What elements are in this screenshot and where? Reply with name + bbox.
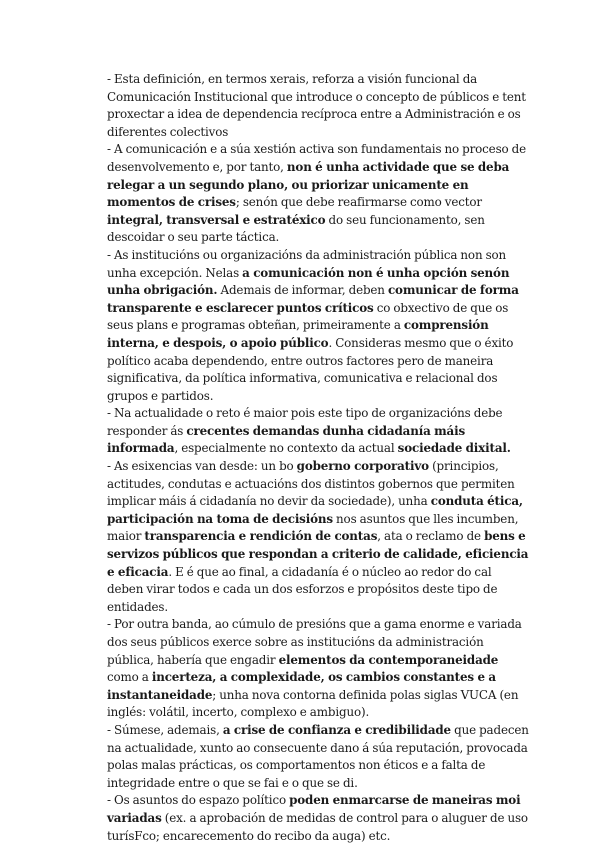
- bold-emphasis: comunicar de forma transparente e esclarecer puntos críticos: [107, 283, 519, 315]
- paragraph-text: Ademais de informar, deben: [217, 283, 388, 298]
- bold-emphasis: non é unha actividade que se deba relegar a un segundo plano, ou priorizar unicamente en momentos de crises: [107, 159, 510, 210]
- bold-emphasis: sociedade dixital.: [397, 441, 511, 456]
- bold-emphasis: a comunicación non é unha opción senón unha obrigación.: [107, 265, 510, 298]
- bullet-paragraph: [107, 405, 530, 458]
- bullet-paragraph: [107, 247, 530, 405]
- bold-emphasis: a crise de confianza e credibilidade: [222, 722, 451, 737]
- bullet-paragraph: [107, 616, 530, 722]
- paragraph-text: do seu funcionamento, sen descoidar o seu parte táctica.: [107, 212, 485, 245]
- paragraph-text: - A comunicación e a súa xestión activa son fundamentais no proceso de desenvolvemento e, por tanto,: [107, 142, 527, 174]
- paragraph-text: - Os asuntos do espazo político: [107, 793, 290, 808]
- paragraph-text: , ata o reclamo de: [377, 529, 485, 544]
- paragraph-text: ; senón que debe reafirmarse como vector: [235, 195, 482, 210]
- paragraph-text: nos asuntos que lles incumben, maior: [107, 511, 519, 544]
- bullet-paragraph: [107, 458, 530, 616]
- bold-emphasis: elementos da contemporaneidade: [278, 652, 499, 667]
- bullet-paragraph: [107, 71, 530, 141]
- paragraph-text: - Na actualidade o reto é maior pois este tipo de organizacións debe responder ás: [107, 406, 503, 438]
- bold-emphasis: bens e servizos públicos que respondan a criterio de calidade, eficiencia e eficacia: [107, 529, 529, 579]
- paragraph-text: - Súmese, ademais,: [107, 722, 223, 737]
- paragraph-text: , especialmente no contexto da actual: [174, 441, 398, 456]
- paragraph-text: - Por outra banda, ao cúmulo de presións que a gama enorme e variada dos seus públicos exerce sobre as institucións da administración pública, habería que engadir: [107, 617, 522, 667]
- paragraph-text: (principios, actitudes, condutas e actuacións dos distintos gobernos que permiten implicar máis á cidadanía no devir da sociedade), unha: [107, 459, 515, 509]
- bold-emphasis: integral, transversal e estratéxico: [107, 212, 326, 227]
- bullet-paragraph: [107, 141, 530, 247]
- paragraph-text: - As esixencias van desde: un bo: [107, 459, 297, 474]
- bold-emphasis: conduta ética, participación na toma de decisións: [107, 494, 523, 526]
- paragraph-text: . E é que ao final, a cidadanía é o núcleo ao redor do cal deben virar todos e cada un dos esforzos e propósitos deste tipo de entidades.: [107, 564, 498, 614]
- paragraph-text: ; unha nova contorna definida polas siglas VUCA (en inglés: volátil, incerto, complexo e ambiguo).: [107, 687, 519, 720]
- bold-emphasis: incerteza, a complexidade, os cambios constantes e a instantaneidade: [107, 670, 496, 702]
- bold-emphasis: poden enmarcarse de maneiras moi variadas: [107, 793, 521, 825]
- bullet-paragraph: [107, 722, 530, 792]
- bold-emphasis: comprensión interna, e despois, o apoio público: [107, 318, 489, 350]
- paragraph-text: - As institucións ou organizacións da administración pública non son unha excepción. Nelas: [107, 247, 507, 280]
- paragraph-text: co obxectivo de que os seus plans e programas obteñan, primeiramente a: [107, 300, 509, 333]
- paragraph-text: - Esta definición, en termos xerais, reforza a visión funcional da Comunicación Institucional que introduce o concepto de públicos e tent proxectar a idea de dependencia recíproca entre a Administración e os diferentes colectivos: [107, 72, 526, 139]
- bullet-paragraph: [107, 792, 530, 845]
- bold-emphasis: crecentes demandas dunha cidadanía máis informada: [107, 423, 466, 456]
- paragraph-text: . Consideras mesmo que o éxito político acaba dependendo, entre outros factores pero de maneira significativa, da política informativa, comunicativa e relacional dos grupos e partidos.: [107, 335, 514, 403]
- paragraph-text: (ex. a aprobación de medidas de control para o aluguer de uso turísFco; encarecemento do recibo da auga) etc.: [107, 810, 528, 843]
- paragraph-text: como a: [107, 670, 152, 685]
- paragraph-text: que padecen na actualidade, xunto ao consecuente dano á súa reputación, provocada polas malas prácticas, os comportamentos non éticos e a falta de integridade entre o que se fai e o que se di.: [107, 722, 529, 790]
- bold-emphasis: goberno corporativo: [296, 459, 429, 474]
- bold-emphasis: transparencia e rendición de contas: [144, 529, 378, 544]
